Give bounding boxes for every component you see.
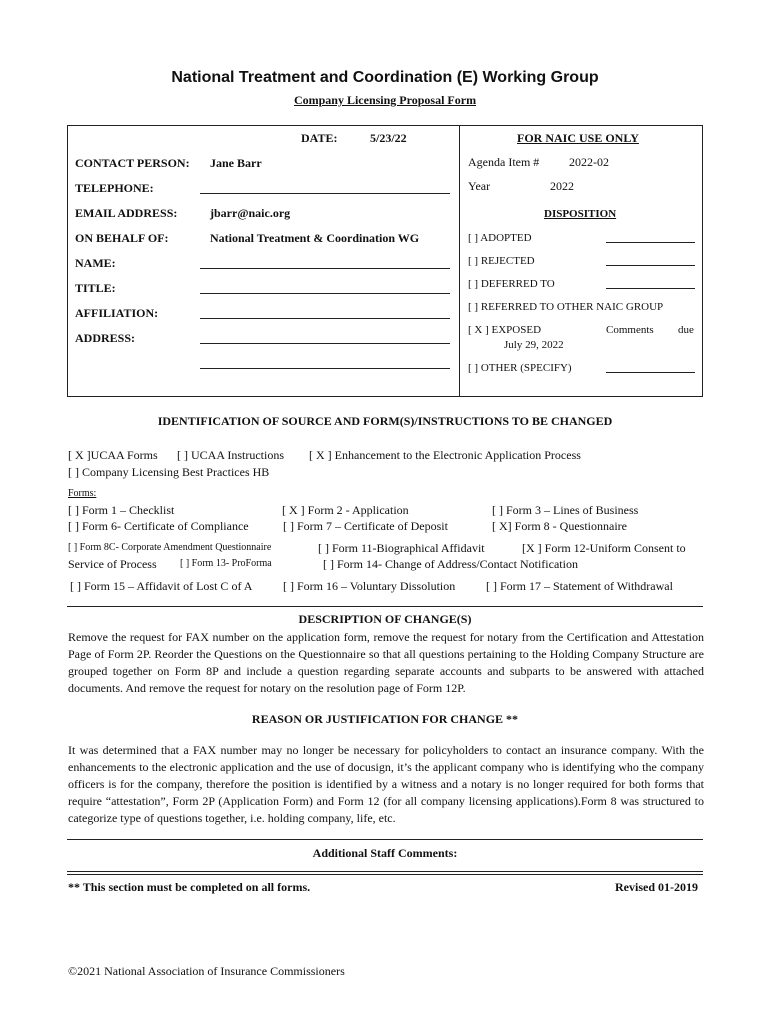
other-line — [606, 372, 695, 373]
form-7: [ ] Form 7 – Certificate of Deposit — [283, 519, 448, 533]
disposition-heading: DISPOSITION — [544, 208, 617, 220]
telephone-line — [200, 193, 450, 194]
form-8c: [ ] Form 8C- Corporate Amendment Questionnaire — [68, 542, 272, 553]
divider-description — [67, 606, 703, 607]
disposition-rejected: [ ] REJECTED — [468, 255, 535, 267]
rejected-line — [606, 265, 695, 266]
form-12-continued: Service of Process — [68, 557, 157, 571]
best-practices-hb: [ ] Company Licensing Best Practices HB — [68, 465, 270, 479]
disposition-referred: [ ] REFERRED TO OTHER NAIC GROUP — [468, 301, 664, 313]
form-11: [ ] Form 11-Biographical Affidavit — [318, 541, 485, 555]
form-1: [ ] Form 1 – Checklist — [68, 503, 175, 517]
exposed-comments: Comments — [606, 324, 654, 336]
agenda-value: 2022-02 — [569, 155, 609, 169]
ucaa-instructions: [ ] UCAA Instructions — [177, 448, 284, 462]
document-title: National Treatment and Coordination (E) Working Group — [171, 69, 599, 86]
address-line-2 — [200, 368, 450, 369]
description-text: Remove the request for FAX number on the application form, remove the request for notary from the Certification and Attestation Page of Form 2P. Reorder the Questions on the Questionnaire so that all questions pertaining to the Holding Company Structure are grouped together on Form 8P and include a question regarding separate accounts and subparts to be answered with attached documents. And remove the request for notary on the resolution page of Form 12P. — [68, 630, 704, 695]
disposition-other: [ ] OTHER (SPECIFY) — [468, 362, 572, 374]
form-15: [ ] Form 15 – Affidavit of Lost C of A — [70, 579, 253, 593]
naic-use-heading: FOR NAIC USE ONLY — [517, 131, 639, 145]
reason-text: It was determined that a FAX number may no longer be necessary for policyholders to contact an insurance company. With the enhancements to the electronic application and the use of docusign, it’s the applicant company who is identifying who the company officers is for the company, therefore the position is identified by a witness and a notary is no longer required for both forms that require “attestation”, Form 2P (Application Form) and Form 12 (for all company licensing applications).Form 8 was structured to categorize type of questions together, i.e. holding company, life, etc. — [68, 743, 704, 825]
description-heading: DESCRIPTION OF CHANGE(S) — [298, 612, 472, 626]
title-line — [200, 293, 450, 294]
email-label: EMAIL ADDRESS: — [75, 206, 178, 220]
behalf-label: ON BEHALF OF: — [75, 231, 169, 245]
revised-date: Revised 01-2019 — [615, 880, 698, 894]
disposition-adopted: [ ] ADOPTED — [468, 232, 532, 244]
exposed-due: due — [678, 324, 694, 336]
document-subtitle: Company Licensing Proposal Form — [293, 93, 477, 107]
form-17: [ ] Form 17 – Statement of Withdrawal — [486, 579, 673, 593]
divider-footer — [67, 871, 703, 875]
form-12: [X ] Form 12-Uniform Consent to — [522, 541, 686, 555]
email-value: jbarr@naic.org — [210, 206, 291, 220]
behalf-value: National Treatment & Coordination WG — [210, 231, 420, 245]
agenda-label: Agenda Item # — [468, 155, 540, 169]
form-14: [ ] Form 14- Change of Address/Contact Notification — [323, 557, 578, 571]
form-2: [ X ] Form 2 - Application — [282, 503, 409, 517]
title-label: TITLE: — [75, 281, 116, 295]
address-label: ADDRESS: — [75, 331, 136, 345]
staff-comments-heading: Additional Staff Comments: — [312, 846, 458, 860]
telephone-label: TELEPHONE: — [75, 181, 154, 195]
date-value: 5/23/22 — [370, 131, 407, 145]
exposed-date: July 29, 2022 — [504, 339, 564, 351]
disposition-exposed: [ X ] EXPOSED — [468, 324, 542, 336]
affiliation-label: AFFILIATION: — [75, 306, 159, 320]
name-label: NAME: — [75, 256, 116, 270]
date-label: DATE: — [301, 131, 338, 145]
reason-heading: REASON OR JUSTIFICATION FOR CHANGE ** — [251, 712, 519, 726]
forms-label: Forms: — [68, 488, 97, 499]
form-13: [ ] Form 13- ProForma — [180, 558, 272, 569]
deferred-line — [606, 288, 695, 289]
form-16: [ ] Form 16 – Voluntary Dissolution — [283, 579, 456, 593]
footer-note: ** This section must be completed on all forms. — [68, 880, 311, 894]
divider-staff — [67, 839, 703, 840]
copyright: ©2021 National Association of Insurance Commissioners — [68, 964, 345, 978]
affiliation-line — [200, 318, 450, 319]
contact-value: Jane Barr — [210, 156, 262, 170]
form-3: [ ] Form 3 – Lines of Business — [492, 503, 639, 517]
form-6: [ ] Form 6- Certificate of Compliance — [68, 519, 249, 533]
adopted-line — [606, 242, 695, 243]
enhancement-electronic-app: [ X ] Enhancement to the Electronic Application Process — [309, 448, 581, 462]
year-label: Year — [468, 179, 491, 193]
address-line-1 — [200, 343, 450, 344]
identification-heading: IDENTIFICATION OF SOURCE AND FORM(S)/INSTRUCTIONS TO BE CHANGED — [157, 414, 613, 428]
disposition-deferred: [ ] DEFERRED TO — [468, 278, 555, 290]
ucaa-forms: [ X ]UCAA Forms — [68, 448, 158, 462]
form-8: [ X] Form 8 - Questionnaire — [492, 519, 627, 533]
contact-label: CONTACT PERSON: — [75, 156, 190, 170]
name-line — [200, 268, 450, 269]
year-value: 2022 — [550, 179, 574, 193]
